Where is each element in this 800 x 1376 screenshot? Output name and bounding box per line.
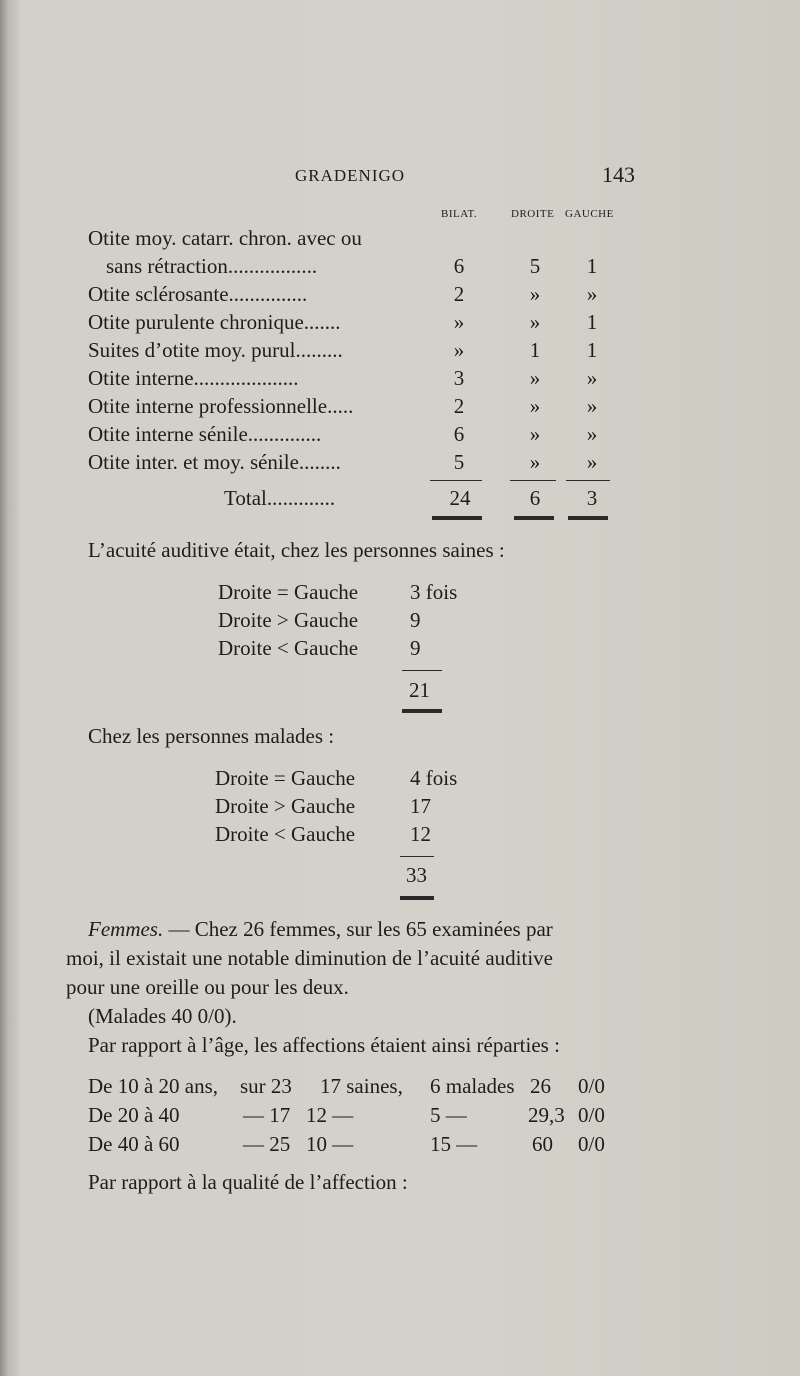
femmes-line-4: (Malades 40 0/0). — [88, 1004, 237, 1028]
cell-gauche: » — [586, 450, 598, 474]
malades-total: 33 — [406, 863, 427, 887]
age-cell: 12 — — [306, 1103, 354, 1127]
femmes-line-5: Par rapport à l’âge, les affections étaient ainsi réparties : — [88, 1033, 560, 1057]
sains-row-label: Droite = Gauche — [218, 580, 359, 604]
femmes-line-3: pour une oreille ou pour les deux. — [66, 975, 349, 999]
table-row-label: Otite interne sénile.............. — [88, 422, 322, 446]
femmes-heading: Femmes. — [88, 917, 164, 941]
femmes-line-1 — [88, 917, 553, 942]
cell-droite: » — [529, 366, 541, 390]
cell-gauche: » — [586, 422, 598, 446]
malades-row-label: Droite > Gauche — [215, 794, 356, 818]
double-rule — [568, 516, 608, 520]
cell-gauche: 1 — [586, 310, 598, 334]
age-cell: 5 — — [430, 1103, 467, 1127]
closing-line: Par rapport à la qualité de l’affection : — [88, 1170, 408, 1194]
sains-total: 21 — [409, 678, 430, 702]
total-label: Total............. — [224, 486, 336, 510]
sains-row-value: 3 fois — [410, 580, 458, 604]
cell-droite: 1 — [529, 338, 541, 362]
total-gauche: 3 — [586, 486, 598, 510]
malades-intro: Chez les personnes malades : — [88, 724, 335, 748]
sains-row-value: 9 — [410, 608, 421, 632]
malades-row-label: Droite = Gauche — [215, 766, 356, 790]
table-row-label: Otite interne.................... — [88, 366, 299, 390]
cell-bilat: » — [453, 310, 465, 334]
age-cell: 17 saines, — [320, 1074, 403, 1098]
table-row-label: Otite interne professionnelle..... — [88, 394, 354, 418]
malades-row-label: Droite < Gauche — [215, 822, 356, 846]
page-number: 143 — [602, 162, 635, 187]
double-rule — [432, 516, 482, 520]
age-cell: 10 — — [306, 1132, 354, 1156]
malades-row-value: 4 fois — [410, 766, 458, 790]
age-cell: 0/0 — [578, 1132, 605, 1156]
column-head-droite: DROITE — [511, 208, 555, 220]
malades-row-value: 17 — [410, 794, 431, 818]
cell-droite: 5 — [529, 254, 541, 278]
malades-row-value: 12 — [410, 822, 431, 846]
age-cell: 0/0 — [578, 1103, 605, 1127]
cell-droite: » — [529, 394, 541, 418]
sum-line — [430, 480, 482, 481]
sains-row-value: 9 — [410, 636, 421, 660]
total-bilat: 24 — [449, 486, 471, 510]
cell-gauche: » — [586, 282, 598, 306]
table-row-label: Otite moy. catarr. chron. avec ou — [88, 226, 362, 250]
running-title: GRADENIGO — [295, 166, 406, 185]
table-row-label: Otite purulente chronique....... — [88, 310, 341, 334]
sains-row-label: Droite > Gauche — [218, 608, 359, 632]
age-cell: 26 — [530, 1074, 551, 1098]
femmes-line-2: moi, il existait une notable diminution de l’acuité auditive — [66, 946, 553, 970]
cell-droite: » — [529, 310, 541, 334]
age-cell: De 40 à 60 — [88, 1132, 180, 1156]
age-cell: De 10 à 20 ans, — [88, 1074, 219, 1098]
age-cell: — 25 — [243, 1132, 291, 1156]
sum-line — [402, 670, 442, 671]
table-row-label: Otite sclérosante............... — [88, 282, 308, 306]
double-rule — [514, 516, 554, 520]
age-cell: 29,3 — [528, 1103, 565, 1127]
double-rule — [400, 896, 434, 900]
cell-droite: » — [529, 422, 541, 446]
cell-bilat: 2 — [453, 394, 465, 418]
sains-intro: L’acuité auditive était, chez les personnes saines : — [88, 538, 505, 562]
cell-droite: » — [529, 450, 541, 474]
age-cell: 6 malades — [430, 1074, 515, 1098]
cell-droite: » — [529, 282, 541, 306]
table-row-label: Suites d’otite moy. purul......... — [88, 338, 343, 362]
age-cell: De 20 à 40 — [88, 1103, 180, 1127]
total-droite: 6 — [529, 486, 541, 510]
double-rule — [402, 709, 442, 713]
cell-bilat: 6 — [453, 422, 465, 446]
sum-line — [566, 480, 610, 481]
cell-bilat: 6 — [453, 254, 465, 278]
table-row-label: Otite inter. et moy. sénile........ — [88, 450, 341, 474]
column-head-gauche: GAUCHE — [565, 208, 614, 220]
cell-gauche: » — [586, 394, 598, 418]
age-cell: 15 — — [430, 1132, 478, 1156]
cell-bilat: 5 — [453, 450, 465, 474]
cell-gauche: 1 — [586, 254, 598, 278]
age-cell: 60 — [532, 1132, 553, 1156]
cell-gauche: 1 — [586, 338, 598, 362]
column-head-bilat: BILAT. — [441, 208, 478, 220]
cell-gauche: » — [586, 366, 598, 390]
age-cell: 0/0 — [578, 1074, 605, 1098]
table-row-label: sans rétraction................. — [106, 254, 318, 278]
cell-bilat: » — [453, 338, 465, 362]
cell-bilat: 3 — [453, 366, 465, 390]
age-cell: sur 23 — [240, 1074, 292, 1098]
age-cell: — 17 — [243, 1103, 291, 1127]
sum-line — [400, 856, 434, 857]
sains-row-label: Droite < Gauche — [218, 636, 359, 660]
sum-line — [510, 480, 556, 481]
cell-bilat: 2 — [453, 282, 465, 306]
femmes-line-1-text: — Chez 26 femmes, sur les 65 examinées par — [163, 917, 553, 941]
